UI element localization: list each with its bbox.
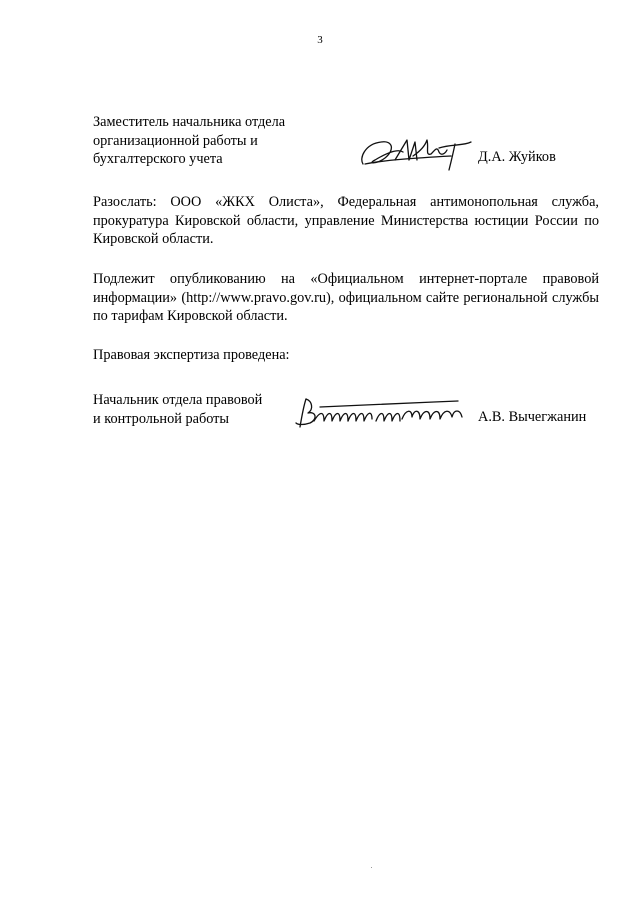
signer-1-position bbox=[93, 113, 353, 169]
scan-speck bbox=[371, 867, 372, 868]
signer-1-position-line: Заместитель начальника отдела bbox=[93, 114, 286, 130]
distribution-paragraph: Разослать: ООО «ЖКХ Олиста», Федеральная антимонопольная служба, прокуратура Кировской области, управление Министерства юстиции России по Кировской области. bbox=[93, 194, 599, 248]
signer-1-position-line: бухгалтерского учета bbox=[93, 151, 223, 168]
signer-2-name: А.В. Вычегжанин bbox=[478, 409, 587, 425]
signer-2-position-line: и контрольной работы bbox=[93, 410, 230, 427]
signature-1-image bbox=[355, 130, 475, 174]
signer-1-name: Д.А. Жуйков bbox=[478, 149, 556, 165]
page-number: 3 bbox=[317, 34, 323, 46]
legal-review-note: Правовая экспертиза проведена: bbox=[93, 347, 290, 363]
signer-2-position bbox=[93, 391, 313, 428]
signature-2-image bbox=[290, 395, 470, 431]
publication-paragraph: Подлежит опубликованию на «Официальном интернет-портале правовой информации» (http://www.pravo.gov.ru), официальном сайте региональной службы по тарифам Кировской области. bbox=[93, 271, 599, 325]
signer-1-position-line: организационной работы и bbox=[93, 132, 258, 149]
signer-2-position-line: Начальник отдела правовой bbox=[93, 392, 263, 408]
